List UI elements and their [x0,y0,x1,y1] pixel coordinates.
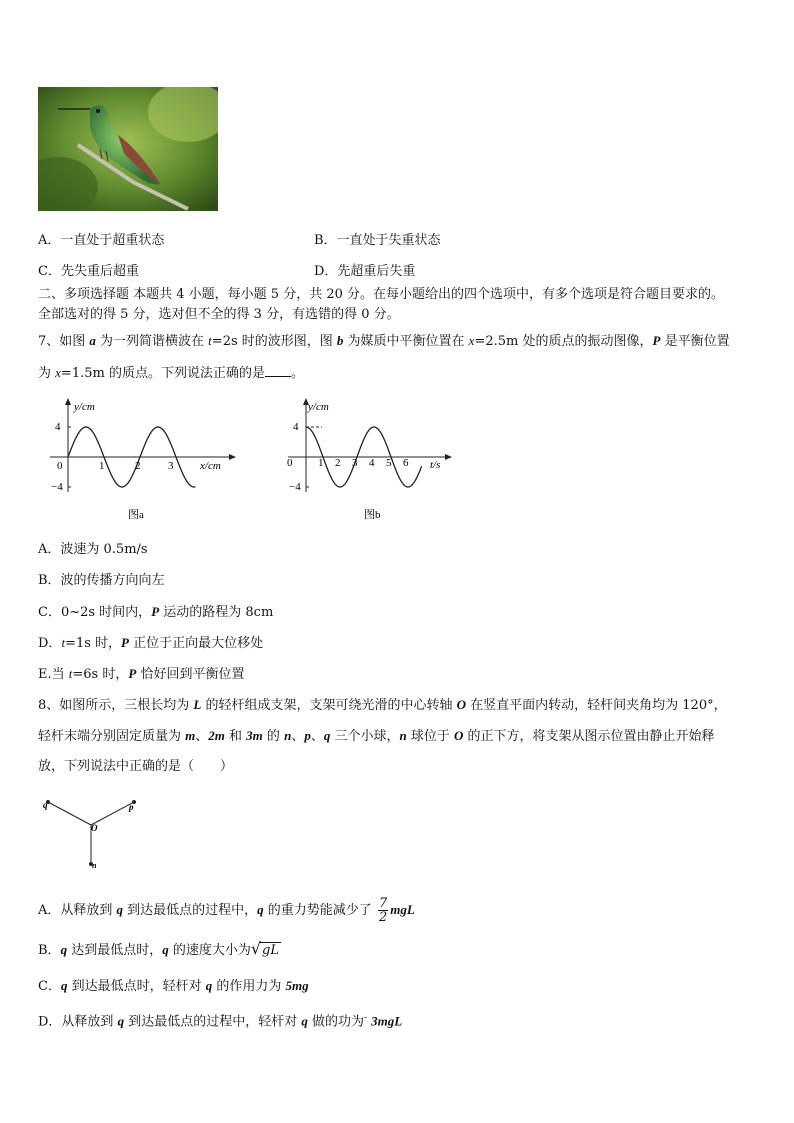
fig-a-xtick: 1 [99,460,105,472]
pivot-o-label: O [91,823,98,833]
figure-a-waveform [40,396,240,526]
fraction-seven-halves: $\frac{7}{2}$ [378,896,388,925]
fig-b-caption: 图b [364,509,381,521]
ball-n-label: n [92,861,97,870]
option-b: B．一直处于失重状态 [314,233,441,248]
q8-option-b: B．q 达到最低点时，q 的速度大小为√gL [38,939,280,958]
fig-a-xtick: 2 [135,460,141,472]
q7-option-a: A．波速为 0.5m/s [38,542,148,557]
q7-option-e: E.当 t=6s 时，P 恰好回到平衡位置 [38,666,245,682]
option-d: D．先超重后失重 [314,264,416,279]
q8-stem-line1: 8、如图所示，三根长均为 L 的轻杆组成支架，支架可绕光滑的中心转轴 O 在竖直平面内转动，轻杆间夹角均为 120°， [38,697,727,713]
fig-b-ytick: −4 [289,481,301,493]
section-instructions-line1: 二、多项选择题 本题共 4 小题，每小题 5 分，共 20 分。在每小题给出的四个选项中，有多个选项是符合题目要求的。 [38,287,725,302]
q8-option-c: C．q 到达最低点时，轻杆对 q 的作用力为 5mg [38,978,309,994]
figure-b-vibration [278,396,478,526]
fig-a-ytick: 4 [55,421,61,433]
q8-stem-line2: 轻杆末端分别固定质量为 m、2m 和 3m 的 n、p、q 三个小球，n 球位于 O 的正下方，将支架从图示位置由静止开始释 [38,728,715,744]
q8-stem-line3: 放，下列说法中正确的是（ ） [38,759,234,774]
fig-a-xlabel: x/cm [200,460,221,472]
fig-a-ytick: −4 [51,481,63,493]
answer-blank [265,364,291,377]
option-a: A．一直处于超重状态 [38,233,165,248]
fig-b-xtick: 0 [287,457,293,469]
fig-a-xtick: 3 [168,460,174,472]
fig-b-ylabel: y/cm [308,401,329,413]
q7-stem-line1: 7、如图 a 为一列简谐横波在 t=2s 时的波形图，图 b 为媒质中平衡位置在 x=2.5m 处的质点的振动图像，P 是平衡位置 [38,333,730,349]
q8-rod-diagram [38,792,148,872]
fig-b-xtick: 6 [403,457,409,469]
q7-stem-line2: 为 x=1.5m 的质点。下列说法正确的是 。 [38,365,304,381]
fig-b-xtick: 1 [318,457,324,469]
option-c: C．先失重后超重 [38,264,139,279]
fig-b-xlabel: t/s [430,459,441,471]
fig-a-caption: 图a [128,509,144,521]
q8-option-d: D．从释放到 q 到达最低点的过程中，轻杆对 q 做的功为- 3mgL [38,1013,403,1030]
ball-p-label: p [129,802,134,812]
q8-option-a: A．从释放到 q 到达最低点的过程中，q 的重力势能减少了 $\frac{7}{2}$ mgL [38,896,415,925]
fig-b-xtick: 5 [386,457,392,469]
section-instructions-line2: 全部选对的得 5 分，选对但不全的得 3 分，有选错的得 0 分。 [38,307,400,322]
fig-b-xtick: 3 [352,457,358,469]
fig-a-ylabel: y/cm [74,401,95,413]
fig-b-ytick: 4 [293,421,299,433]
sqrt-gl: gL [262,943,280,958]
fig-a-xtick: 0 [57,460,63,472]
hummingbird-photo [38,87,218,211]
q7-option-b: B．波的传播方向向左 [38,573,165,588]
ball-q-label: q [43,800,48,810]
fig-b-xtick: 2 [335,457,341,469]
q7-option-d: D．t=1s 时，P 正位于正向最大位移处 [38,635,264,651]
q7-option-c: C．0~2s 时间内，P 运动的路程为 8cm [38,604,274,620]
fig-b-xtick: 4 [369,457,375,469]
